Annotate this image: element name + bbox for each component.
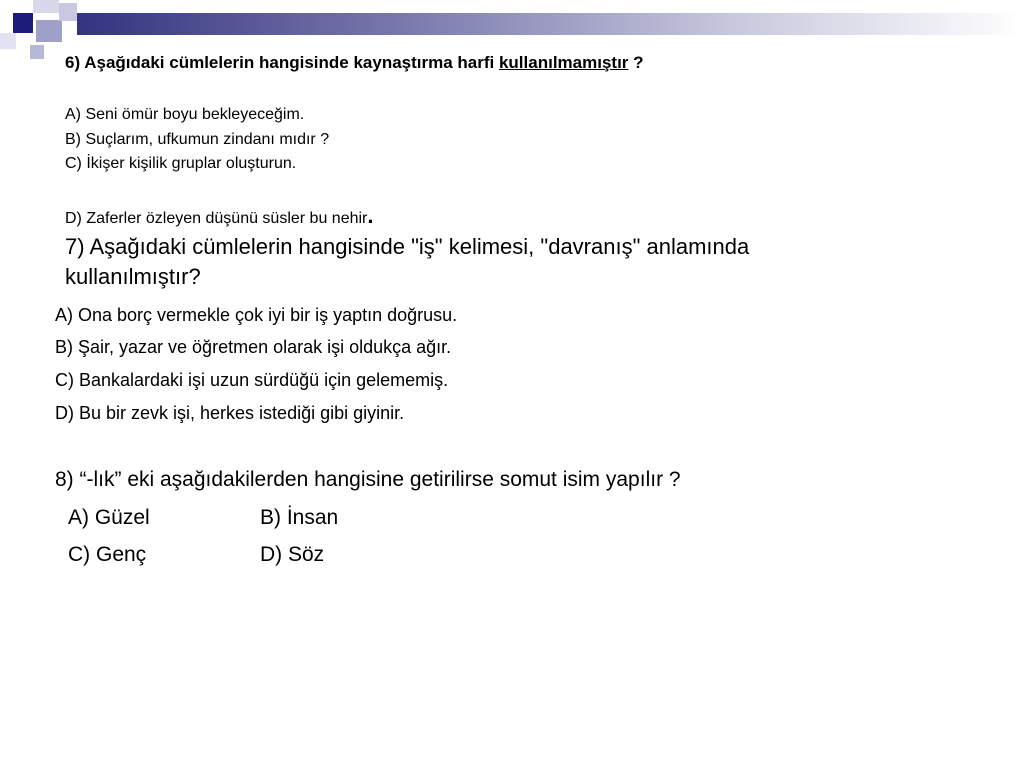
- question-7-option-b: B) Şair, yazar ve öğretmen olarak işi oldukça ağır.: [55, 337, 452, 357]
- question-8-title: 8) “-lık” eki aşağıdakilerden hangisine getirilirse somut isim yapılır ?: [55, 468, 681, 491]
- decorative-square: [33, 0, 59, 13]
- decorative-square: [0, 33, 16, 49]
- question-6-option-a: A) Seni ömür boyu bekleyeceğim.: [65, 106, 305, 123]
- question-7-option-c: C) Bankalardaki işi uzun sürdüğü için gelememiş.: [55, 370, 449, 390]
- question-8-option-b: B) İnsan: [260, 506, 339, 529]
- decorative-square: [30, 45, 44, 59]
- header-gradient-bar: [77, 13, 1024, 35]
- question-6-option-b: B) Suçlarım, ufkumun zindanı mıdır ?: [65, 131, 330, 148]
- question-8-option-d: D) Söz: [260, 543, 325, 566]
- question-6-option-d-text: D) Zaferler özleyen düşünü süsler bu nehir: [65, 210, 368, 227]
- question-7-option-a: A) Ona borç vermekle çok iyi bir iş yaptın doğrusu.: [55, 305, 458, 325]
- question-6-final-mark: .: [367, 203, 374, 228]
- question-6-suffix: ?: [628, 53, 644, 72]
- question-7-title-line-2: kullanılmıştır?: [65, 264, 201, 289]
- question-8-option-a: A) Güzel: [68, 506, 150, 529]
- decorative-square: [59, 3, 77, 21]
- question-6-option-d: [65, 203, 374, 229]
- question-6-title: [65, 53, 644, 73]
- decorative-square: [13, 13, 33, 33]
- question-7-option-d: D) Bu bir zevk işi, herkes istediği gibi giyinir.: [55, 403, 405, 423]
- question-6-prefix: 6) Aşağıdaki cümlelerin hangisinde kaynaştırma harfi: [65, 53, 499, 72]
- question-6-option-c: C) İkişer kişilik gruplar oluşturun.: [65, 155, 297, 172]
- question-6-underlined-word: kullanılmamıştır: [498, 53, 629, 72]
- question-7-title-line-1: 7) Aşağıdaki cümlelerin hangisinde "iş" kelimesi, "davranış" anlamında: [65, 234, 750, 259]
- question-8-option-c: C) Genç: [68, 543, 147, 566]
- decorative-square: [36, 20, 62, 42]
